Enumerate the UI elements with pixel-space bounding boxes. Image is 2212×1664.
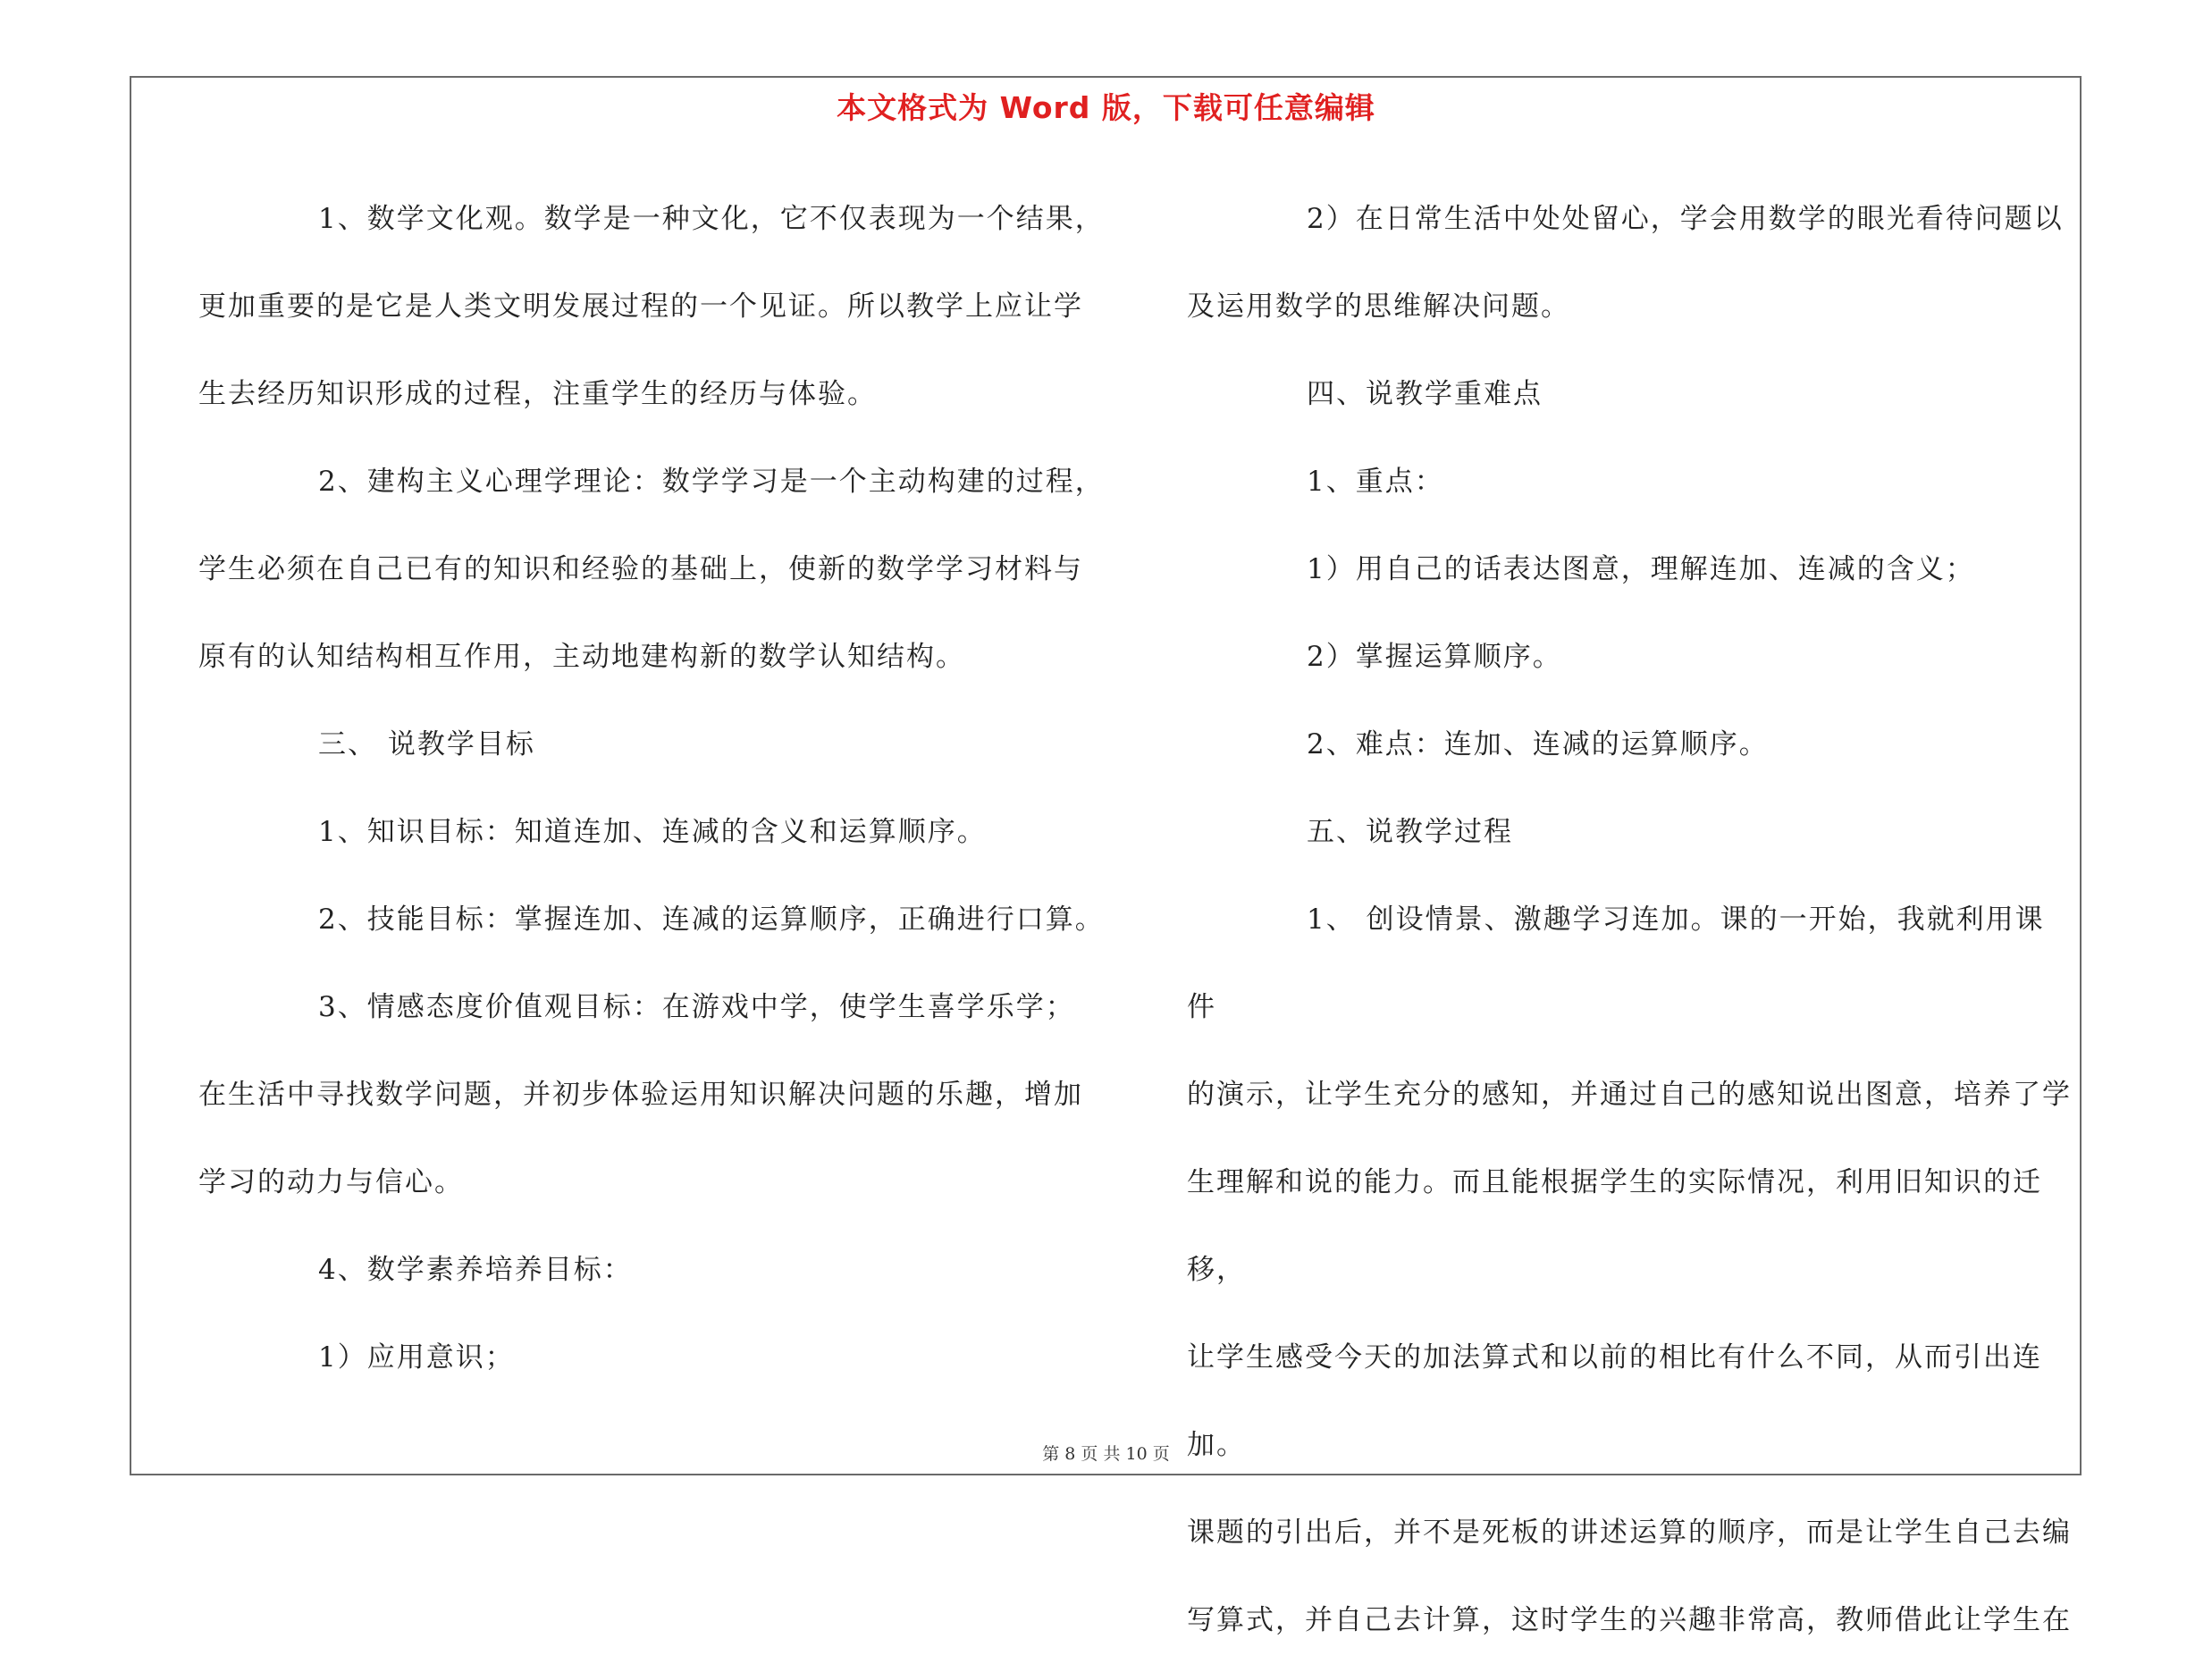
paragraph-line: 1）应用意识； bbox=[318, 1341, 515, 1374]
paragraph-line: 4、数学素养培养目标： bbox=[318, 1254, 633, 1286]
paragraph-line: 五、说教学过程 bbox=[1307, 816, 1513, 848]
paragraph-line: 1、知识目标：知道连加、连减的含义和运算顺序。 bbox=[318, 816, 987, 848]
paragraph-line: 2、难点：连加、连减的运算顺序。 bbox=[1307, 728, 1769, 761]
paragraph-line: 3、情感态度价值观目标：在游戏中学，使学生喜学乐学； bbox=[318, 991, 1075, 1023]
paragraph-line: 课题的引出后，并不是死板的讲述运算的顺序，而是让学生自己去编 bbox=[1187, 1517, 2072, 1549]
paragraph-line: 及运用数学的思维解决问题。 bbox=[1187, 290, 1570, 323]
paragraph-line: 让学生感受今天的加法算式和以前的相比有什么不同，从而引出连加。 bbox=[1187, 1341, 2042, 1461]
paragraph-line: 1）用自己的话表达图意，理解连加、连减的含义； bbox=[1307, 553, 1975, 585]
paragraph-line: 学习的动力与信心。 bbox=[198, 1166, 464, 1198]
left-column bbox=[198, 175, 1110, 1401]
paragraph-line: 生去经历知识形成的过程，注重学生的经历与体验。 bbox=[198, 378, 877, 410]
paragraph-line: 生理解和说的能力。而且能根据学生的实际情况，利用旧知识的迁移， bbox=[1187, 1166, 2042, 1286]
paragraph-line: 四、说教学重难点 bbox=[1307, 378, 1543, 410]
paragraph-line: 2）掌握运算顺序。 bbox=[1307, 641, 1562, 673]
paragraph-line: 更加重要的是它是人类文明发展过程的一个见证。所以教学上应让学 bbox=[198, 290, 1083, 323]
paragraph-line: 2）在日常生活中处处留心，学会用数学的眼光看待问题以 bbox=[1307, 203, 2064, 235]
paragraph-line: 2、建构主义心理学理论：数学学习是一个主动构建的过程， bbox=[318, 466, 1105, 498]
paragraph-line: 2、技能目标：掌握连加、连减的运算顺序，正确进行口算。 bbox=[318, 903, 1105, 936]
paragraph-line: 的演示，让学生充分的感知，并通过自己的感知说出图意，培养了学 bbox=[1187, 1079, 2072, 1111]
page-number: 第 8 页 共 10 页 bbox=[1042, 1444, 1170, 1464]
paragraph-line: 1、 创设情景、激趣学习连加。课的一开始，我就利用课件 bbox=[1187, 903, 2045, 1023]
paragraph-line: 原有的认知结构相互作用，主动地建构新的数学认知结构。 bbox=[198, 641, 965, 673]
paragraph-line: 1、重点： bbox=[1307, 466, 1444, 498]
paragraph-line: 三、 说教学目标 bbox=[318, 728, 535, 761]
paragraph-line: 学生必须在自己已有的知识和经验的基础上，使新的数学学习材料与 bbox=[198, 553, 1083, 585]
paragraph-line: 写算式，并自己去计算，这时学生的兴趣非常高，教师借此让学生在 bbox=[1187, 1604, 2072, 1636]
paragraph-line: 在生活中寻找数学问题，并初步体验运用知识解决问题的乐趣，增加 bbox=[198, 1079, 1083, 1111]
paragraph-line: 1、数学文化观。数学是一种文化，它不仅表现为一个结果， bbox=[318, 203, 1105, 235]
document-banner: 本文格式为 Word 版，下载可任意编辑 bbox=[837, 90, 1375, 125]
